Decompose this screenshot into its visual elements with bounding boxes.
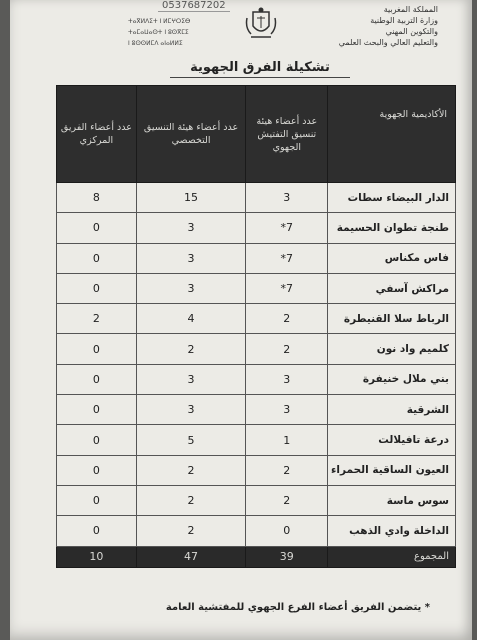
ministry-line: المملكة المغربية — [383, 5, 438, 14]
cell-regional: 7* — [246, 273, 328, 303]
cell-specialized: 4 — [136, 304, 245, 334]
cell-specialized: 3 — [136, 395, 245, 425]
column-header-specialized-coordination: عدد أعضاء هيئة التنسيق التخصصي — [136, 86, 245, 183]
cell-central: 0 — [57, 516, 137, 546]
cell-specialized: 2 — [136, 334, 245, 364]
cell-central: 0 — [57, 213, 137, 243]
tifinagh-line: ⵏ ⵓⵙⵙⵍⵎⴷ ⴰⵏⴰⵍⵍⵉ — [128, 40, 183, 47]
total-regional: 39 — [246, 546, 328, 567]
ministry-line: والتكوين المهني — [385, 27, 438, 36]
table-row — [57, 243, 456, 273]
ministry-header — [298, 4, 438, 48]
cell-central: 0 — [57, 273, 137, 303]
total-specialized: 47 — [136, 546, 245, 567]
cell-academy: الدار البيضاء سطات — [328, 183, 456, 213]
column-header-academy: الأكاديمية الجهوية — [328, 86, 456, 183]
cell-regional: 2 — [246, 485, 328, 515]
cell-central: 0 — [57, 334, 137, 364]
table-total-row — [57, 546, 456, 567]
table-row — [57, 485, 456, 515]
cell-academy: العيون الساقية الحمراء — [328, 455, 456, 485]
ministry-line: وزارة التربية الوطنية — [370, 16, 438, 25]
total-label: المجموع — [328, 546, 456, 567]
cell-central: 0 — [57, 485, 137, 515]
cell-regional: 2 — [246, 455, 328, 485]
cell-academy: مراكش آسفي — [328, 273, 456, 303]
cell-academy: فاس مكناس — [328, 243, 456, 273]
cell-specialized: 3 — [136, 213, 245, 243]
column-header-regional-inspection: عدد أعضاء هيئة تنسيق التفتيش الجهوي — [246, 86, 328, 183]
cell-academy: الشرقية — [328, 395, 456, 425]
table-row — [57, 516, 456, 546]
cell-academy: الرباط سلا القنيطرة — [328, 304, 456, 334]
cell-academy: طنجة تطوان الحسيمة — [328, 213, 456, 243]
table-row — [57, 213, 456, 243]
table-row — [57, 395, 456, 425]
cell-academy: كلميم واد نون — [328, 334, 456, 364]
table-header-row — [57, 86, 456, 183]
cell-academy: بني ملال خنيفرة — [328, 364, 456, 394]
table-row — [57, 425, 456, 455]
cell-specialized: 3 — [136, 243, 245, 273]
cell-specialized: 15 — [136, 183, 245, 213]
cell-regional: 0 — [246, 516, 328, 546]
tifinagh-header — [128, 16, 228, 49]
cell-central: 2 — [57, 304, 137, 334]
cell-central: 0 — [57, 243, 137, 273]
regional-teams-table — [56, 85, 456, 568]
cell-academy: الداخلة وادي الذهب — [328, 516, 456, 546]
table-row — [57, 364, 456, 394]
cell-regional: 7* — [246, 213, 328, 243]
tifinagh-line: ⵜⴰⴳⵍⴷⵉⵜ ⵏ ⵍⵎⵖⵔⵉⴱ — [128, 18, 191, 25]
table-row — [57, 455, 456, 485]
cell-specialized: 2 — [136, 516, 245, 546]
table-row — [57, 273, 456, 303]
footnote: * يتضمن الفريق أعضاء الفرع الجهوي للمفتشية العامة — [165, 602, 430, 613]
table-row — [57, 183, 456, 213]
cell-regional: 3 — [246, 364, 328, 394]
cell-regional: 2 — [246, 304, 328, 334]
ministry-line: والتعليم العالي والبحث العلمي — [338, 38, 438, 47]
page-title: تشكيلة الفرق الجهوية — [170, 60, 350, 78]
cell-regional: 7* — [246, 243, 328, 273]
tifinagh-line: ⵜⴰⵎⴰⵡⴰⵙⵜ ⵏ ⵓⵙⴳⵎⵉ — [128, 29, 189, 36]
table-row — [57, 304, 456, 334]
cell-specialized: 2 — [136, 485, 245, 515]
cell-central: 0 — [57, 364, 137, 394]
total-central: 10 — [57, 546, 137, 567]
phone-number: 0537687202 — [158, 0, 230, 12]
cell-central: 0 — [57, 455, 137, 485]
cell-specialized: 5 — [136, 425, 245, 455]
cell-specialized: 3 — [136, 364, 245, 394]
cell-regional: 2 — [246, 334, 328, 364]
cell-central: 0 — [57, 425, 137, 455]
cell-academy: درعة تافيلالت — [328, 425, 456, 455]
table-row — [57, 334, 456, 364]
column-header-central-team: عدد أعضاء الفريق المركزي — [57, 86, 137, 183]
cell-central: 0 — [57, 395, 137, 425]
cell-specialized: 2 — [136, 455, 245, 485]
cell-specialized: 3 — [136, 273, 245, 303]
cell-academy: سوس ماسة — [328, 485, 456, 515]
coat-of-arms-emblem — [243, 6, 279, 42]
cell-regional: 3 — [246, 395, 328, 425]
cell-central: 8 — [57, 183, 137, 213]
cell-regional: 3 — [246, 183, 328, 213]
cell-regional: 1 — [246, 425, 328, 455]
